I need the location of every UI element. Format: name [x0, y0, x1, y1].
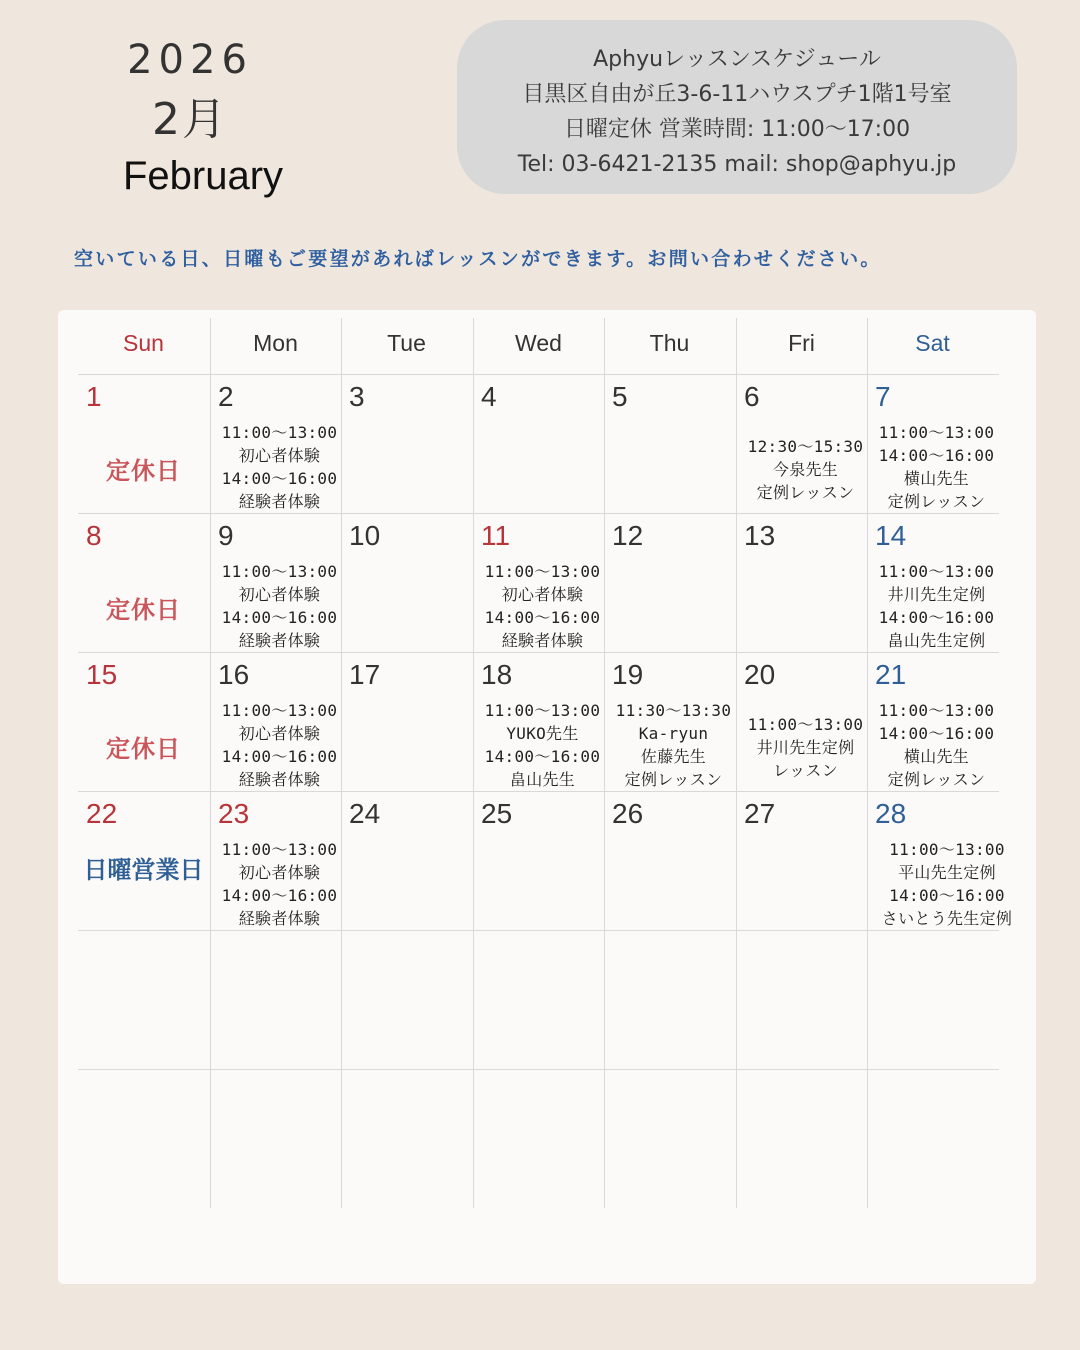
day-cell: [78, 653, 209, 791]
day-number: 11: [481, 520, 511, 551]
lesson-entry: 井川先生定例: [887, 585, 986, 604]
day-number: 2: [218, 381, 234, 412]
day-cell: [604, 514, 735, 652]
lesson-entry: YUKO先生: [506, 724, 579, 743]
day-number: 12: [612, 520, 644, 551]
month-english-label: February: [122, 154, 284, 198]
business-hours: 日曜定休 営業時間: 11:00〜17:00: [563, 117, 911, 142]
lesson-entry: 初心者体験: [238, 585, 321, 604]
day-cell: [867, 653, 998, 791]
closed-day-label: 定休日: [106, 735, 181, 763]
calendar-card: [58, 310, 1036, 1284]
lesson-list: [867, 421, 1006, 513]
closed-day-label: 定休日: [106, 596, 181, 624]
lesson-entry: 定例レッスン: [756, 483, 855, 502]
shop-info-box: [457, 20, 1017, 194]
day-cell: [210, 653, 341, 791]
day-number: 21: [875, 659, 907, 690]
day-cell: [736, 653, 867, 791]
lesson-entry: 11:00〜13:00: [747, 715, 864, 734]
availability-notice: 空いている日、日曜もご要望があればレッスンができます。お問い合わせください。: [74, 248, 882, 270]
lesson-entry: 11:00〜13:00: [889, 840, 1005, 859]
day-number: 17: [349, 659, 381, 690]
day-cell: [867, 514, 998, 652]
lesson-entry: 14:00〜16:00: [878, 724, 995, 743]
lesson-entry: 14:00〜16:00: [221, 747, 338, 766]
calendar-date-header: [80, 30, 300, 202]
day-cell: [78, 792, 209, 930]
day-cell: [210, 514, 341, 652]
year-label: 2026: [127, 37, 253, 83]
lesson-entry: 12:30〜15:30: [747, 437, 864, 456]
lesson-entry: 11:00〜13:00: [221, 701, 338, 720]
day-cell: [78, 375, 209, 513]
lesson-entry: 平山先生定例: [898, 863, 996, 882]
day-number: 8: [86, 520, 102, 551]
lesson-entry: 佐藤先生: [640, 747, 707, 766]
day-cell: [604, 653, 735, 791]
lesson-list: [604, 699, 743, 791]
day-cell: [341, 792, 472, 930]
day-cell: [78, 514, 209, 652]
calendar-grid: [78, 318, 1013, 1208]
weekday-header-thu: Thu: [649, 330, 690, 356]
lesson-entry: 畠山先生定例: [887, 631, 986, 650]
lesson-entry: 経験者体験: [501, 631, 584, 650]
day-cell: [736, 792, 867, 930]
lesson-entry: Ka-ryun: [638, 724, 709, 743]
lesson-entry: 11:00〜13:00: [221, 423, 338, 442]
contact-info: Tel: 03-6421-2135 mail: shop@aphyu.jp: [517, 152, 957, 177]
lesson-entry: 今泉先生: [772, 460, 839, 479]
lesson-list: [210, 421, 349, 513]
weekday-header-wed: Wed: [515, 330, 562, 356]
day-number: 5: [612, 381, 628, 412]
day-cell: [473, 653, 604, 791]
day-cell: [736, 375, 867, 513]
day-cell: [341, 653, 472, 791]
day-cell: [604, 792, 735, 930]
lesson-entry: 14:00〜16:00: [889, 886, 1005, 905]
day-number: 24: [349, 798, 381, 829]
day-number: 9: [218, 520, 234, 551]
sunday-open-label: 日曜営業日: [83, 856, 204, 884]
day-cell: [473, 375, 604, 513]
lesson-list: [210, 838, 349, 930]
lesson-list: [210, 560, 349, 652]
weekday-header-sat: Sat: [915, 330, 950, 356]
day-cell: [341, 514, 472, 652]
day-number: 22: [86, 798, 118, 829]
lesson-entry: 経験者体験: [238, 492, 321, 511]
day-number: 6: [744, 381, 760, 412]
day-number: 3: [349, 381, 365, 412]
weekday-header-sun: Sun: [123, 330, 164, 356]
lesson-list: [867, 838, 1027, 930]
day-cell: [473, 514, 604, 652]
lesson-entry: 11:00〜13:00: [221, 562, 338, 581]
day-number: 14: [875, 520, 907, 551]
lesson-entry: 定例レッスン: [887, 770, 986, 789]
day-cell: [210, 792, 341, 930]
lesson-entry: 11:00〜13:00: [878, 701, 995, 720]
lesson-entry: 初心者体験: [238, 446, 321, 465]
day-number: 27: [744, 798, 776, 829]
lesson-entry: 横山先生: [903, 747, 970, 766]
lesson-list: [736, 435, 875, 504]
grid-row-divider: [78, 930, 999, 931]
lesson-entry: 14:00〜16:00: [878, 446, 995, 465]
day-cell: [473, 792, 604, 930]
closed-day-label: 定休日: [106, 457, 181, 485]
lesson-entry: 初心者体験: [238, 724, 321, 743]
lesson-entry: 14:00〜16:00: [221, 886, 338, 905]
weekday-header-fri: Fri: [788, 330, 815, 356]
lesson-list: [473, 699, 612, 791]
lesson-entry: 井川先生定例: [756, 738, 855, 757]
day-number: 4: [481, 381, 497, 412]
lesson-entry: さいとう先生定例: [881, 909, 1013, 928]
day-number: 15: [86, 659, 118, 690]
day-number: 7: [875, 381, 891, 412]
lesson-entry: 定例レッスン: [624, 770, 723, 789]
lesson-entry: 11:00〜13:00: [484, 701, 601, 720]
lesson-list: [736, 713, 875, 782]
weekday-header-mon: Mon: [253, 330, 298, 356]
day-cell: [341, 375, 472, 513]
day-number: 1: [86, 381, 102, 412]
lesson-list: [473, 560, 612, 652]
lesson-entry: 初心者体験: [501, 585, 584, 604]
lesson-entry: 畠山先生: [509, 770, 576, 789]
day-number: 13: [744, 520, 776, 551]
day-number: 25: [481, 798, 513, 829]
weekday-header-tue: Tue: [387, 330, 426, 356]
lesson-entry: 横山先生: [903, 469, 970, 488]
lesson-entry: 11:00〜13:00: [484, 562, 601, 581]
lesson-entry: 経験者体験: [238, 909, 321, 928]
lesson-entry: 14:00〜16:00: [878, 608, 995, 627]
lesson-entry: 14:00〜16:00: [484, 608, 601, 627]
schedule-title: Aphyuレッスンスケジュール: [593, 47, 881, 72]
lesson-list: [867, 699, 1006, 791]
lesson-entry: 経験者体験: [238, 631, 321, 650]
day-cell: [604, 375, 735, 513]
lesson-entry: 14:00〜16:00: [221, 469, 338, 488]
day-cell: [867, 792, 1013, 930]
day-cell: [210, 375, 341, 513]
lesson-list: [867, 560, 1006, 652]
day-cell: [867, 375, 998, 513]
day-number: 28: [875, 798, 907, 829]
lesson-entry: 定例レッスン: [887, 492, 986, 511]
lesson-entry: レッスン: [772, 761, 839, 780]
lesson-entry: 経験者体験: [238, 770, 321, 789]
day-cell: [736, 514, 867, 652]
lesson-entry: 11:00〜13:00: [221, 840, 338, 859]
day-number: 20: [744, 659, 776, 690]
lesson-entry: 11:30〜13:30: [615, 701, 732, 720]
lesson-entry: 初心者体験: [238, 863, 321, 882]
day-number: 10: [349, 520, 381, 551]
grid-row-divider: [78, 1069, 999, 1070]
day-number: 23: [218, 798, 250, 829]
lesson-entry: 11:00〜13:00: [878, 423, 995, 442]
lesson-entry: 11:00〜13:00: [878, 562, 995, 581]
lesson-entry: 14:00〜16:00: [221, 608, 338, 627]
lesson-list: [210, 699, 349, 791]
day-number: 19: [612, 659, 644, 690]
day-number: 26: [612, 798, 644, 829]
lesson-entry: 14:00〜16:00: [484, 747, 601, 766]
day-number: 16: [218, 659, 250, 690]
day-number: 18: [481, 659, 513, 690]
shop-address: 目黒区自由が丘3-6-11ハウスプチ1階1号室: [522, 82, 952, 107]
month-japanese-label: 2月: [152, 94, 228, 145]
